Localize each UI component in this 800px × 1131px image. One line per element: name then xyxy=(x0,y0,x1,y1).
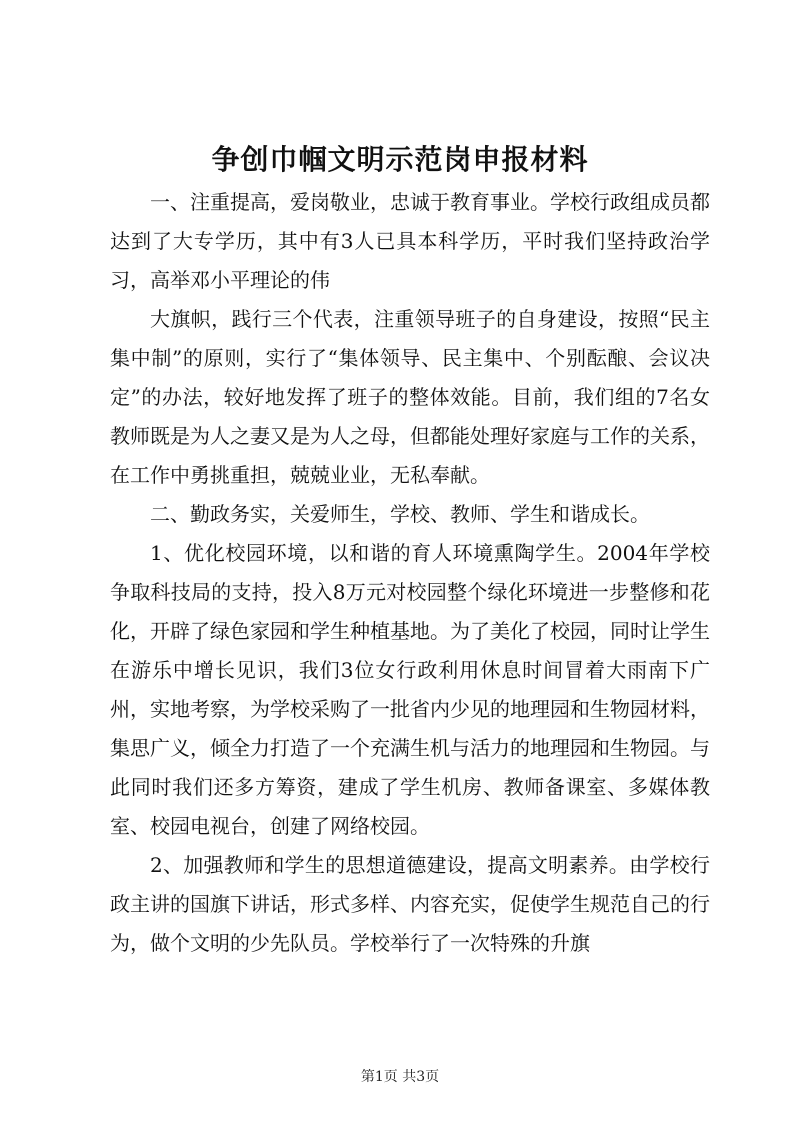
paragraph-4: 1、优化校园环境，以和谐的育人环境熏陶学生。2004年学校争取科技局的支持，投入8万元对校园整个绿化环境进一步整修和花化，开辟了绿色家园和学生种植基地。为了美化了校园，同时让学生在游乐中增长见识，我们3位女行政利用休息时间冒着大雨南下广州，实地考察，为学校采购了一批省内少见的地理园和生物园材料，集思广义，倾全力打造了一个充满生机与活力的地理园和生物园。与此同时我们还多方筹资，建成了学生机房、教师备课室、多媒体教室、校园电视台，创建了网络校园。 xyxy=(110,541,710,838)
paragraph-5: 2、加强教师和学生的思想道德建设，提高文明素养。由学校行政主讲的国旗下讲话，形式多样、内容充实，促使学生规范自己的行为，做个文明的少先队员。学校举行了一次特殊的升旗 xyxy=(110,853,710,955)
paragraph-1: 一、注重提高，爱岗敬业，忠诚于教育事业。学校行政组成员都达到了大专学历，其中有3人已具本科学历，平时我们坚持政治学习，高举邓小平理论的伟 xyxy=(110,190,710,292)
paragraph-2: 大旗帜，践行三个代表，注重领导班子的自身建设，按照“民主集中制”的原则，实行了“集体领导、民主集中、个别酝酿、会议决定”的办法，较好地发挥了班子的整体效能。目前，我们组的7名女教师既是为人之妻又是为人之母，但都能处理好家庭与工作的关系，在工作中勇挑重担，兢兢业业，无私奉献。 xyxy=(110,307,710,487)
page-number-footer: 第1页 共3页 xyxy=(360,1069,440,1085)
paragraph-3: 二、勤政务实，关爱师生，学校、教师、学生和谐成长。 xyxy=(150,502,650,526)
document-title: 争创巾帼文明示范岗申报材料 xyxy=(211,143,589,176)
document-body xyxy=(110,183,710,963)
